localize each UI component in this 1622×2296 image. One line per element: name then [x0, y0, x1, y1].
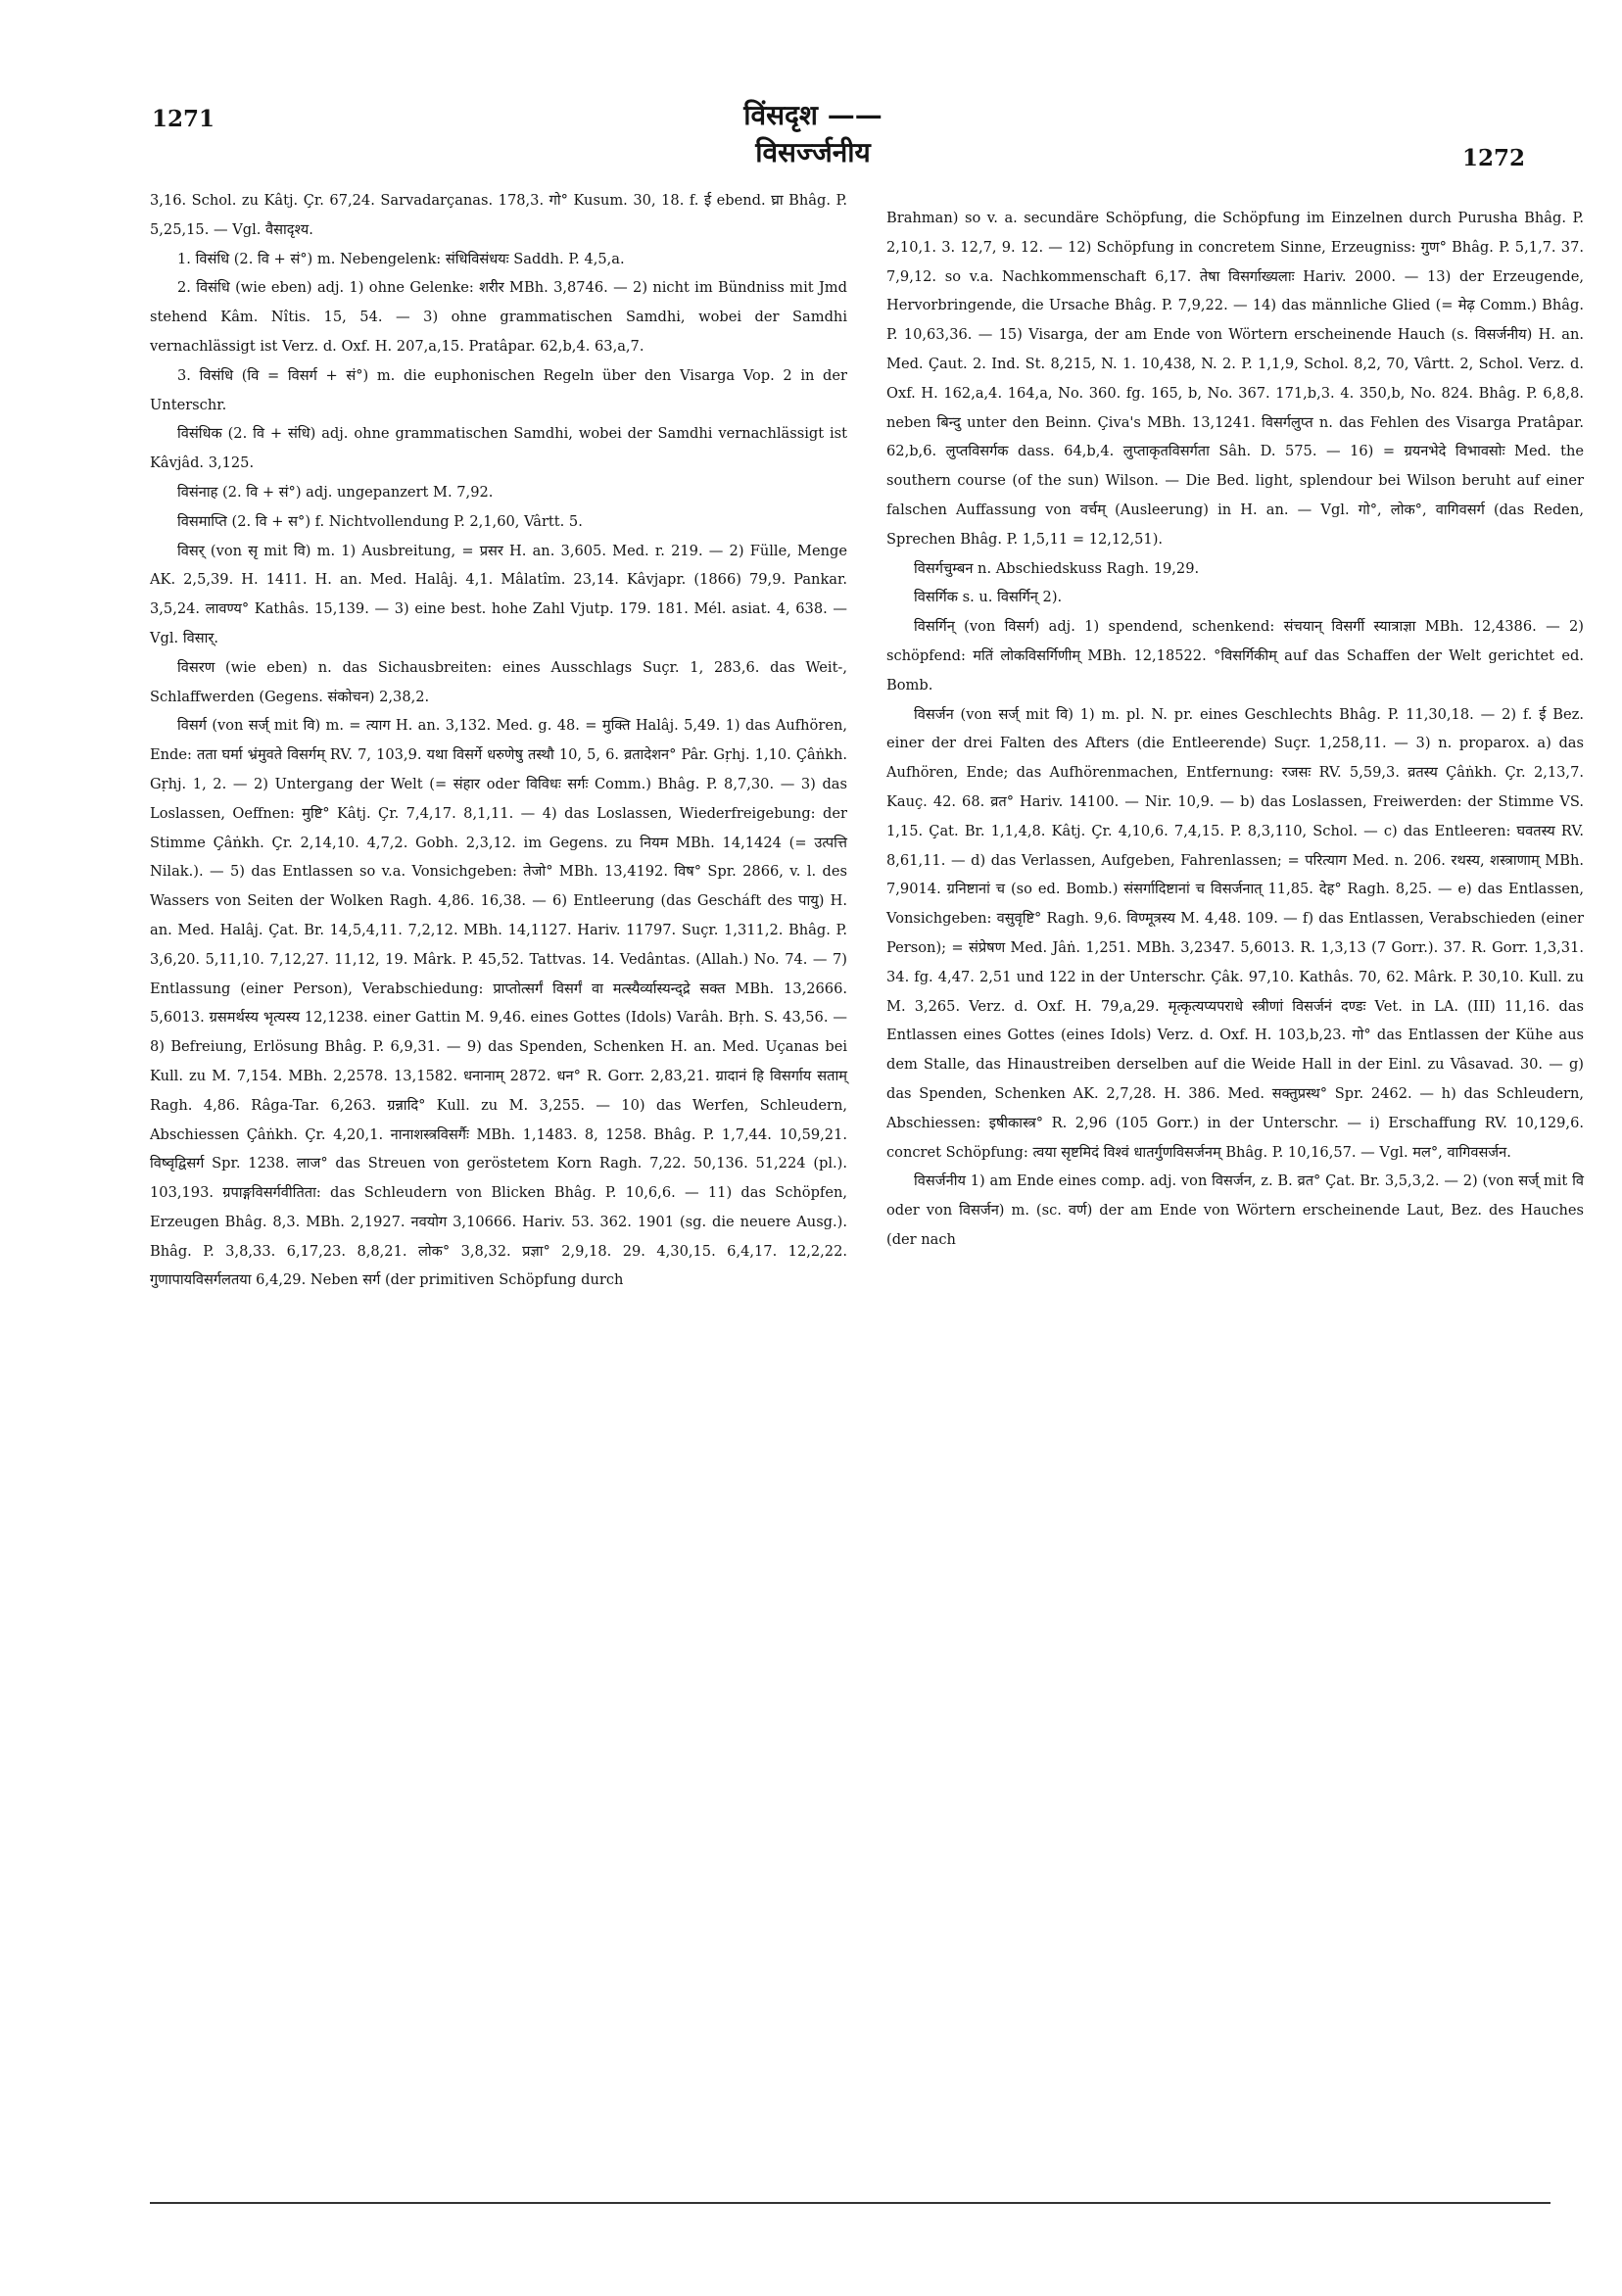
dictionary-entry: विसर्गिन् (von विसर्ग) adj. 1) spendend, schenkend: संचयान् विसर्गी स्यात्राज्ञा MBh. 12,4386. — 2) schöpfend: मतिं लोकविसर्गिणीम् MBh. 12,18522. °विसर्गिकीम् auf das Schaffen der Welt gerichtet ed. Bomb.: [886, 618, 1584, 694]
dictionary-entry: विसमाप्ति (2. वि + स°) f. Nichtvollendung P. 2,1,60, Vârtt. 5.: [177, 512, 583, 530]
dictionary-entry: विसर् (von सृ mit वि) m. 1) Ausbreitung, = प्रसर H. an. 3,605. Med. r. 219. — 2) Fülle, Menge AK. 2,5,39. H. 1411. H. an. Med. Halâj. 4,1. Mâlatîm. 23,14. Kâvjapr. (1866) 79,9. Pankar. 3,5,24. लावण्य° Kathâs. 15,139. — 3) eine best. hohe Zahl Vjutp. 179. 181. Mél. asiat. 4, 638. — Vgl. विसार्.: [150, 542, 847, 646]
page-number-left: 1271: [152, 106, 215, 132]
dictionary-entry: विसर्जनीय 1) am Ende eines comp. adj. von विसर्जन, z. B. व्रत° Çat. Br. 3,5,3,2. — 2) (von सर्ज् mit वि oder von विसर्जन) m. (sc. वर्ण) der am Ende von Wörtern erscheinende Laut, Bez. des Hauches (der nach: [886, 1172, 1584, 1248]
dictionary-entry: 2. विसंधि (wie eben) adj. 1) ohne Gelenke: शरीर MBh. 3,8746. — 2) nicht im Bündniss mit Jmd stehend Kâm. Nîtis. 15, 54. — 3) ohne grammatischen Samdhi, wobei der Samdhi vernachlässigt ist Verz. d. Oxf. H. 207,a,15. Pratâpar. 62,b,4. 63,a,7.: [150, 279, 847, 355]
dictionary-entry: विसर्गिक s. u. विसर्गिन् 2).: [914, 589, 1063, 606]
running-head: विंसदृश —— विसर्ज्जनीय: [743, 99, 883, 168]
dictionary-entry: विसंनाह (2. वि + सं°) adj. ungepanzert M. 7,92.: [177, 483, 494, 501]
entry-continuation: Brahman) so v. a. secundäre Schöpfung, die Schöpfung im Einzelnen durch Purusha Bhâg. P. 2,10,1. 3. 12,7, 9. 12. — 12) Schöpfung in concretem Sinne, Erzeugniss: गुण° Bhâg. P. 5,1,7. 37. 7,9,12. so v.a. Nachkommenschaft 6,17. तेषा विसर्गाख्यलाः Hariv. 2000. — 13) der Erzeugende, Hervorbringende, die Ursache Bhâg. P. 7,9,22. — 14) das männliche Glied (= मेढ़ Comm.) Bhâg. P. 10,63,36. — 15) Visarga, der am Ende von Wörtern erscheinende Hauch (s. विसर्जनीय) H. an. Med. Çaut. 2. Ind. St. 8,215, N. 1. 10,438, N. 2. P. 1,1,9, Schol. 8,2, 70, Vârtt. 2, Schol. Verz. d. Oxf. H. 162,a,4. 164,a, No. 360. fg. 165, b, No. 367. 171,b,3. 4. 350,b, No. 824. Bhâg. P. 6,8,8. neben बिन्दु unter den Beinn. Çiva's MBh. 13,1241. विसर्गलुप्त n. das Fehlen des Visarga Pratâpar. 62,b,6. लुप्तविसर्गक dass. 64,b,4. लुप्ताकृतविसर्गता Sâh. D. 575. — 16) = ग्रयनभेदे विभावसोः Med. the southern course (of the sun) Wilson. — Die Bed. light, splendour bei Wilson beruht auf einer falschen Auffassung von वर्चम् (Ausleerung) in H. an. — Vgl. गो°, लोक°, वागिवसर्ग (das Reden, Sprechen Bhâg. P. 1,5,11 = 12,12,51).: [886, 210, 1584, 548]
dictionary-entry: विसर्गचुम्बन n. Abschiedskuss Ragh. 19,29.: [914, 559, 1200, 577]
entry-continuation: 3,16. Schol. zu Kâtj. Çr. 67,24. Sarvadarçanas. 178,3. गो° Kusum. 30, 18. f. ई ebend. घ्रा Bhâg. P. 5,25,15. — Vgl. वैसादृश्य.: [150, 192, 847, 238]
right-column: [886, 204, 1584, 1255]
page-number-right: 1272: [1462, 145, 1526, 171]
dictionary-entry: विसर्ग (von सर्ज् mit वि) m. = त्याग H. an. 3,132. Med. g. 48. = मुक्ति Halâj. 5,49. 1) das Aufhören, Ende: तता घर्मा भ्रंमुवते विसर्गम् RV. 7, 103,9. यथा विसर्गे धरुणेषु तस्थौ 10, 5, 6. व्रतादेशन° Pâr. Gṛhj. 1,10. Çâṅkh. Gṛhj. 1, 2. — 2) Untergang der Welt (= संहार oder विविधः सर्गः Comm.) Bhâg. P. 8,7,30. — 3) das Loslassen, Oeffnen: मुष्टि° Kâtj. Çr. 7,4,17. 8,1,11. — 4) das Loslassen, Wiederfreigebung: der Stimme Çâṅkh. Çr. 2,14,10. 4,7,2. Gobh. 2,3,12. im Gegens. zu नियम MBh. 14,1424 (= उत्पत्ति Nilak.). — 5) das Entlassen so v.a. Vonsichgeben: तेजो° MBh. 13,4192. विष° Spr. 2866, v. l. des Wassers von Seiten der Wolken Ragh. 4,86. 16,38. — 6) Entleerung (das Gescháft des पायु) H. an. Med. Halâj. Çat. Br. 14,5,4,11. 7,2,12. MBh. 14,1127. Hariv. 11797. Suçr. 1,311,2. Bhâg. P. 3,6,20. 5,11,10. 7,12,27. 11,12, 19. Mârk. P. 45,52. Tattvas. 14. Vedântas. (Allah.) No. 74. — 7) Entlassung (einer Person), Verabschiedung: प्राप्तोत्सर्गं विसर्गं वा मत्स्यैर्व्यास्यन्द्द्रे सक्त MBh. 13,2666. 5,6013. ग्रसमर्थस्य भृत्यस्य 12,1238. einer Gattin M. 9,46. eines Gottes (Idols) Varâh. Bṛh. S. 43,56. — 8) Befreiung, Erlösung Bhâg. P. 6,9,31. — 9) das Spenden, Schenken H. an. Med. Uçanas bei Kull. zu M. 7,154. MBh. 2,2578. 13,1582. धनानाम् 2872. धन° R. Gorr. 2,83,21. ग्रादानं हि विसर्गाय सताम् Ragh. 4,86. Râga-Tar. 6,263. ग्रन्नादि° Kull. zu M. 3,255. — 10) das Werfen, Schleudern, Abschiessen Çâṅkh. Çr. 4,20,1. नानाशस्त्रविसर्गैः MBh. 1,1483. 8, 1258. Bhâg. P. 1,7,44. 10,59,21. विष्वृद्विसर्ग Spr. 1238. लाज° das Streuen von geröstetem Korn Ragh. 7,22. 50,136. 51,224 (pl.). 103,193. ग्रपाङ्गविसर्गवीतिता: das Schleudern von Blicken Bhâg. P. 10,6,6. — 11) das Schöpfen, Erzeugen Bhâg. 8,3. MBh. 2,1927. नवयोग 3,10666. Hariv. 53. 362. 1901 (sg. die neuere Ausg.). Bhâg. P. 3,8,33. 6,17,23. 8,8,21. लोक° 3,8,32. प्रज्ञा° 2,9,18. 29. 4,30,15. 6,4,17. 12,2,22. गुणापायविसर्गलतया 6,4,29. Neben सर्ग (der primitiven Schöpfung durch: [150, 717, 847, 1289]
dictionary-entry: 3. विसंधि (वि = विसर्ग + सं°) m. die euphonischen Regeln über den Visarga Vop. 2 in der Unterschr.: [150, 366, 847, 413]
dictionary-entry: विसंधिक (2. वि + संधि) adj. ohne grammatischen Samdhi, wobei der Samdhi vernachlässigt ist Kâvjâd. 3,125.: [150, 425, 847, 472]
dictionary-entry: विसरण (wie eben) n. das Sichausbreiten: eines Ausschlags Suçr. 1, 283,6. das Weit-, Schlaffwerden (Gegens. संकोचन) 2,38,2.: [150, 658, 847, 705]
footer-rule: [150, 2202, 1550, 2204]
left-column: [150, 186, 847, 1295]
dictionary-entry: विसर्जन (von सर्ज् mit वि) 1) m. pl. N. pr. eines Geschlechts Bhâg. P. 11,30,18. — 2) f. ई Bez. einer der drei Falten des Afters (die Entleerende) Suçr. 1,258,11. — 3) n. proparox. a) das Aufhören, Ende; das Aufhörenmachen, Entfernung: रजसः RV. 5,59,3. व्रतस्य Çâṅkh. Çr. 2,13,7. Kauç. 42. 68. व्रत° Hariv. 14100. — Nir. 10,9. — b) das Loslassen, Freiwerden: der Stimme VS. 1,15. Çat. Br. 1,1,4,8. Kâtj. Çr. 4,10,6. 7,4,15. P. 8,3,110, Schol. — c) das Entleeren: घवतस्य RV. 8,61,11. — d) das Verlassen, Aufgeben, Fahrenlassen; = परित्याग Med. n. 206. रथस्य, शस्त्राणाम् MBh. 7,9014. ग्रनिष्टानां च (so ed. Bomb.) संसर्गादिष्टानां च विसर्जनात् 11,85. देह° Ragh. 8,25. — e) das Entlassen, Vonsichgeben: वसुवृष्टि° Ragh. 9,6. विण्मूत्रस्य M. 4,48. 109. — f) das Entlassen, Verabschieden (einer Person); = संप्रेषण Med. Jâṅ. 1,251. MBh. 3,2347. 5,6013. R. 1,3,13 (7 Gorr.). 37. R. Gorr. 1,3,31. 34. fg. 4,47. 2,51 und 122 in der Unterschr. Çâk. 97,10. Kathâs. 70, 62. Mârk. P. 30,10. Kull. zu M. 3,265. Verz. d. Oxf. H. 79,a,29. मृत्कृत्यप्यपराधे स्त्रीणां विसर्जनं दण्डः Vet. in LA. (III) 11,16. das Entlassen eines Gottes (eines Idols) Verz. d. Oxf. H. 103,b,23. गो° das Entlassen der Kühe aus dem Stalle, das Hinaustreiben derselben auf die Weide Hall in der Einl. zu Vâsavad. 30. — g) das Spenden, Schenken AK. 2,7,28. H. 386. Med. सक्तुप्रस्थ° Spr. 2462. — h) das Schleudern, Abschiessen: इषीकास्त्र° R. 2,96 (105 Gorr.) in der Unterschr. — i) Erschaffung RV. 10,129,6. concret Schöpfung: त्वया सृष्टमिदं विश्वं धातर्गुणविसर्जनम् Bhâg. P. 10,16,57. — Vgl. मल°, वागिवसर्जन.: [886, 705, 1584, 1161]
dictionary-entry: 1. विसंधि (2. वि + सं°) m. Nebengelenk: संधिविसंधयः Saddh. P. 4,5,a.: [177, 250, 625, 267]
